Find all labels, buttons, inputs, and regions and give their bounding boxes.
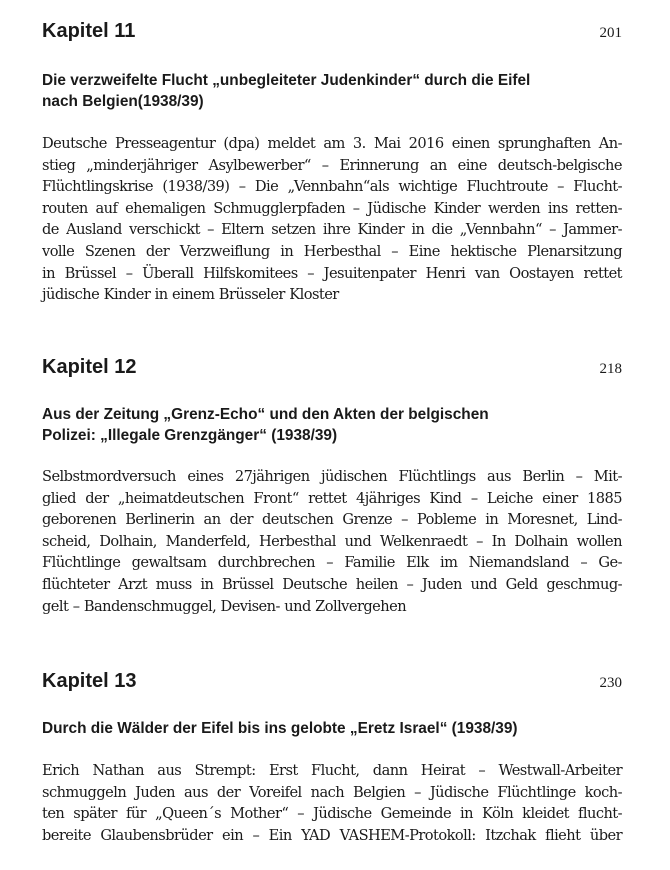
chapter-label: Kapitel 11: [42, 20, 136, 42]
summary-line: Flüchtlingskrise (1938/39) – Die „Vennbahn“als wichtige Fluchtroute – Flucht-: [42, 178, 622, 196]
chapter-title-line: nach Belgien(1938/39): [42, 93, 204, 110]
summary-line: stieg „minderjähriger Asylbewerber“ – Erinnerung an eine deutsch-belgische: [42, 156, 622, 174]
summary-line: flüchteter Arzt muss in Brüssel Deutsche heilen – Juden und Geld geschmug-: [42, 575, 622, 593]
chapter-label: Kapitel 13: [42, 670, 137, 692]
summary-line: routen auf ehemaligen Schmugglerpfaden – Jüdische Kinder werden ins retten-: [42, 199, 622, 217]
chapter-label: Kapitel 12: [42, 356, 137, 378]
summary-line: Erich Nathan aus Strempt: Erst Flucht, dann Heirat – Westwall-Arbeiter: [42, 762, 622, 779]
chapter-heading-row: [42, 18, 622, 48]
chapter-title: [42, 404, 602, 446]
chapter-title: [42, 70, 602, 112]
summary-line: jüdische Kinder in einem Brüsseler Kloster: [42, 286, 339, 304]
chapter-summary: [42, 466, 622, 617]
summary-line: schmuggeln Juden aus der Voreifel nach Belgien – Jüdische Flüchtlinge koch-: [42, 783, 622, 801]
summary-line: in Brüssel – Überall Hilfskomitees – Jesuitenpater Henri van Oostayen rettet: [42, 264, 622, 282]
chapter-page-number: 230: [599, 675, 622, 691]
summary-line: glied der „heimatdeutschen Front“ rettet 4jähriges Kind – Leiche einer 1885: [42, 489, 622, 507]
chapter-12-entry: [42, 354, 622, 615]
chapter-summary: [42, 760, 622, 846]
summary-line: gelt – Bandenschmuggel, Devisen- und Zollvergehen: [42, 597, 407, 615]
summary-line: de Ausland verschickt – Eltern setzen ihre Kinder in die „Vennbahn“ – Jammer-: [42, 221, 622, 239]
summary-line: scheid, Dolhain, Manderfeld, Herbesthal und Welkenraedt – In Dolhain wollen: [42, 532, 622, 550]
summary-line: geborenen Berlinerin an der deutschen Grenze – Pobleme in Moresnet, Lind-: [42, 511, 622, 529]
chapter-title-line: Die verzweifelte Flucht „unbegleiteter Judenkinder“ durch die Eifel: [42, 72, 531, 89]
chapter-title-line: Durch die Wälder der Eifel bis ins gelobte „Eretz Israel“ (1938/39): [42, 720, 518, 737]
chapter-page-number: 201: [599, 25, 622, 41]
chapter-13-entry: [42, 668, 622, 844]
summary-line: Deutsche Presseagentur (dpa) meldet am 3. Mai 2016 einen sprunghaften An-: [42, 135, 622, 152]
chapter-heading-row: [42, 668, 622, 698]
chapter-heading-row: [42, 354, 622, 384]
summary-line: bereite Glaubensbrüder ein – Ein YAD VASHEM-Protokoll: Itzchak flieht über: [42, 826, 622, 844]
summary-line: Selbstmordversuch eines 27jährigen jüdischen Flüchtlings aus Berlin – Mit-: [42, 468, 622, 485]
chapter-title: [42, 718, 602, 739]
chapter-11-entry: [42, 18, 622, 304]
chapter-title-line: Polizei: „Illegale Grenzgänger“ (1938/39): [42, 427, 338, 444]
summary-line: Flüchtlinge gewaltsam durchbrechen – Familie Elk im Niemandsland – Ge-: [42, 554, 622, 572]
chapter-summary: [42, 133, 622, 306]
summary-line: volle Szenen der Verzweiflung in Herbesthal – Eine hektische Plenarsitzung: [42, 242, 622, 260]
chapter-title-line: Aus der Zeitung „Grenz-Echo“ und den Akten der belgischen: [42, 406, 489, 423]
summary-line: ten später für „Queen´s Mother“ – Jüdische Gemeinde in Köln kleidet flucht-: [42, 805, 622, 823]
chapter-page-number: 218: [599, 361, 622, 377]
